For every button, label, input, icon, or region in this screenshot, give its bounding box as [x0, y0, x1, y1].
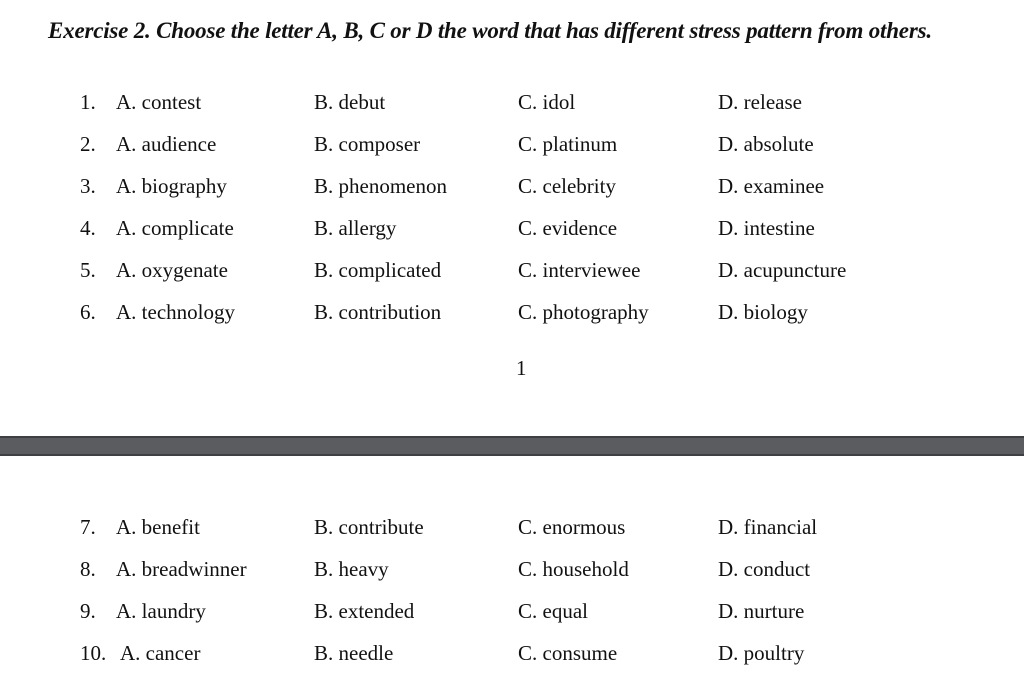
question-row [0, 633, 1024, 675]
question-row [0, 82, 1024, 124]
option-c: C. celebrity [518, 174, 616, 198]
question-row [0, 208, 1024, 250]
option-a: A. audience [116, 132, 217, 156]
option-b: B. complicated [314, 258, 442, 282]
option-b: B. contribute [314, 515, 424, 539]
option-a: A. breadwinner [116, 557, 247, 581]
question-row [0, 507, 1024, 549]
option-b: B. phenomenon [314, 174, 447, 198]
option-d: D. intestine [718, 216, 815, 240]
option-b: B. heavy [314, 557, 389, 581]
option-b: B. composer [314, 132, 421, 156]
question-number: 3. [80, 174, 96, 198]
option-a: A. benefit [116, 515, 200, 539]
option-d: D. financial [718, 515, 818, 539]
option-d: D. absolute [718, 132, 814, 156]
question-number: 9. [80, 599, 96, 623]
option-c: C. interviewee [518, 258, 641, 282]
option-d: D. poultry [718, 641, 805, 665]
option-c: C. consume [518, 641, 618, 665]
option-a: A. complicate [116, 216, 234, 240]
question-number: 5. [80, 258, 96, 282]
question-row [0, 166, 1024, 208]
option-b: B. contribution [314, 300, 442, 324]
option-b: B. extended [314, 599, 415, 623]
question-row [0, 250, 1024, 292]
question-list-page-2 [0, 507, 1024, 675]
question-row [0, 292, 1024, 334]
question-number: 7. [80, 515, 96, 539]
question-number: 2. [80, 132, 96, 156]
exercise-title: Exercise 2. Choose the letter A, B, C or D the word that has different stress pattern from others. [48, 18, 932, 43]
option-d: D. examinee [718, 174, 825, 198]
option-a: A. biography [116, 174, 227, 198]
question-number: 1. [80, 90, 96, 114]
option-d: D. acupuncture [718, 258, 847, 282]
option-c: C. equal [518, 599, 588, 623]
option-c: C. household [518, 557, 629, 581]
option-a: A. technology [116, 300, 235, 324]
question-number: 6. [80, 300, 96, 324]
question-row [0, 124, 1024, 166]
option-d: D. biology [718, 300, 808, 324]
option-c: C. idol [518, 90, 576, 114]
option-a: A. oxygenate [116, 258, 228, 282]
page-number: 1 [516, 356, 527, 380]
question-number: 4. [80, 216, 96, 240]
option-b: B. debut [314, 90, 386, 114]
option-d: D. release [718, 90, 802, 114]
option-a: A. laundry [116, 599, 206, 623]
question-row [0, 549, 1024, 591]
option-c: C. evidence [518, 216, 618, 240]
option-b: B. allergy [314, 216, 397, 240]
option-c: C. photography [518, 300, 649, 324]
option-b: B. needle [314, 641, 394, 665]
option-a: A. contest [116, 90, 202, 114]
option-d: D. nurture [718, 599, 805, 623]
question-row [0, 591, 1024, 633]
option-d: D. conduct [718, 557, 811, 581]
option-a: A. cancer [120, 641, 201, 665]
question-number: 8. [80, 557, 96, 581]
option-c: C. platinum [518, 132, 618, 156]
option-c: C. enormous [518, 515, 626, 539]
question-list-page-1 [0, 82, 1024, 334]
page-separator [0, 436, 1024, 456]
question-number: 10. [80, 641, 107, 665]
